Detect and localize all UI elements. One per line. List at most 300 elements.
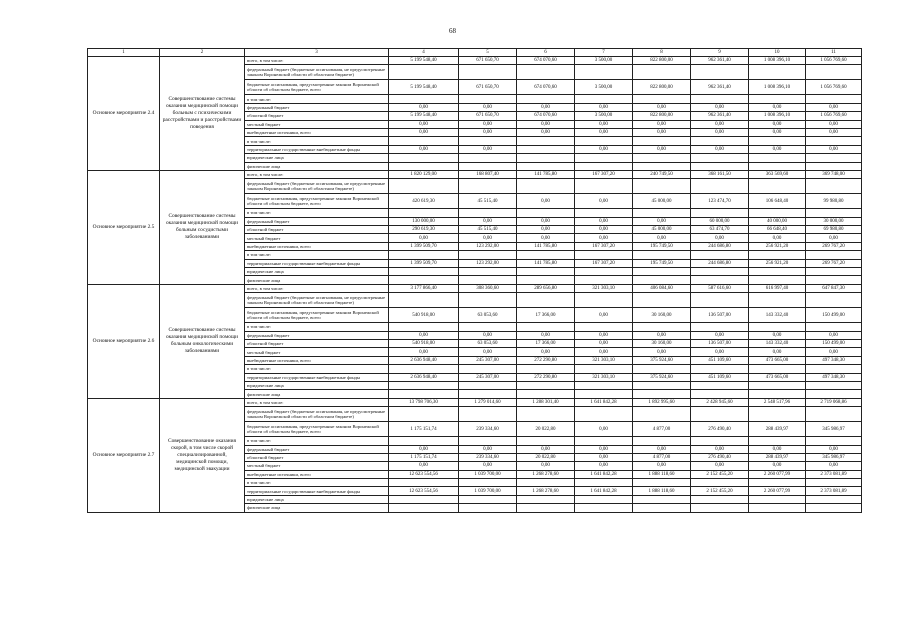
funding-source-label: внебюджетные источники, всего <box>245 242 389 250</box>
measure-description: Совершенствование системы оказания медицинской помощи больным сосудистыми заболеваниями <box>160 170 245 284</box>
amount-cell: 671 650,70 <box>459 112 517 120</box>
amount-cell <box>389 162 459 170</box>
amount-cell: 245 307,00 <box>459 373 517 381</box>
amount-cell <box>633 407 691 422</box>
funding-source-label: федеральный бюджет (бюджетные ассигнования, не предусмотренные законом Воронежской области об областном бюджете) <box>245 407 389 422</box>
amount-cell: 1 175 151,74 <box>389 422 459 437</box>
amount-cell <box>691 323 749 331</box>
amount-cell <box>749 323 806 331</box>
amount-cell: 66 648,40 <box>749 226 806 234</box>
amount-cell <box>517 209 575 217</box>
amount-cell: 63 053,60 <box>459 308 517 323</box>
amount-cell: 375 924,60 <box>633 373 691 381</box>
funding-source-label: областной бюджет <box>245 339 389 347</box>
amount-cell <box>575 437 633 445</box>
funding-source-label: федеральный бюджет <box>245 103 389 111</box>
amount-cell: 244 686,80 <box>691 242 749 250</box>
funding-source-label: в том числе: <box>245 365 389 373</box>
amount-cell <box>691 268 749 276</box>
amount-cell <box>633 390 691 398</box>
amount-cell: 1 056 769,60 <box>806 57 862 65</box>
amount-cell: 2 373 081,89 <box>806 470 862 478</box>
amount-cell: 0,00 <box>517 226 575 234</box>
amount-cell: 1 268 278,60 <box>517 470 575 478</box>
amount-cell: 0,00 <box>575 308 633 323</box>
amount-cell: 0,00 <box>806 234 862 242</box>
amount-cell: 0,00 <box>459 217 517 225</box>
amount-cell <box>633 251 691 259</box>
amount-cell: 0,00 <box>749 445 806 453</box>
amount-cell: 0,00 <box>459 445 517 453</box>
amount-cell: 473 665,00 <box>749 373 806 381</box>
amount-cell <box>459 65 517 80</box>
amount-cell: 1 892 995,60 <box>633 398 691 406</box>
amount-cell: 0,00 <box>633 462 691 470</box>
funding-source-label: всего, в том числе: <box>245 398 389 406</box>
amount-cell: 1 641 842,28 <box>575 487 633 495</box>
amount-cell: 1 288 301,40 <box>517 398 575 406</box>
amount-cell: 0,00 <box>749 234 806 242</box>
amount-cell <box>749 276 806 284</box>
amount-cell <box>517 381 575 389</box>
amount-cell <box>459 179 517 194</box>
amount-cell: 1 175 151,74 <box>389 453 459 461</box>
measure-description: Совершенствование оказания скорой, в том числе скорой специализированной, медицинской помощи, медицинской эвакуации <box>160 398 245 512</box>
amount-cell: 123 292,00 <box>459 259 517 267</box>
amount-cell <box>806 495 862 503</box>
amount-cell <box>691 65 749 80</box>
amount-cell: 0,00 <box>633 145 691 153</box>
amount-cell <box>575 479 633 487</box>
funding-source-label: областной бюджет <box>245 226 389 234</box>
amount-cell <box>806 268 862 276</box>
amount-cell: 0,00 <box>575 331 633 339</box>
amount-cell <box>749 179 806 194</box>
amount-cell <box>749 65 806 80</box>
column-header-row <box>88 49 862 57</box>
amount-cell: 1 268 278,60 <box>517 487 575 495</box>
amount-cell <box>691 209 749 217</box>
amount-cell <box>749 479 806 487</box>
amount-cell: 63 474,70 <box>691 226 749 234</box>
funding-source-label: в том числе: <box>245 323 389 331</box>
amount-cell: 0,00 <box>459 145 517 153</box>
amount-cell: 0,00 <box>517 348 575 356</box>
amount-cell <box>459 268 517 276</box>
amount-cell: 0,00 <box>691 120 749 128</box>
amount-cell <box>575 504 633 512</box>
measure-title: Основное мероприятие 2.5 <box>88 170 160 284</box>
amount-cell: 0,00 <box>691 331 749 339</box>
amount-cell <box>517 154 575 162</box>
amount-cell: 5 199 548,40 <box>389 80 459 95</box>
amount-cell: 0,00 <box>459 331 517 339</box>
amount-cell: 0,00 <box>575 120 633 128</box>
amount-cell <box>459 293 517 308</box>
amount-cell: 195 749,50 <box>633 242 691 250</box>
amount-cell: 0,00 <box>389 145 459 153</box>
column-header: 3 <box>245 49 389 57</box>
amount-cell: 451 109,60 <box>691 373 749 381</box>
amount-cell: 0,00 <box>389 445 459 453</box>
amount-cell: 0,00 <box>806 120 862 128</box>
amount-cell: 0,00 <box>806 128 862 136</box>
funding-source-label: бюджетные ассигнования, предусмотренные законом Воронежской области об областном бюджете, всего <box>245 308 389 323</box>
measure-title: Основное мероприятие 2.4 <box>88 57 160 171</box>
amount-cell: 2 636 948,40 <box>389 373 459 381</box>
funding-source-label: бюджетные ассигнования, предусмотренные законом Воронежской области об областном бюджете, всего <box>245 422 389 437</box>
amount-cell: 321 303,10 <box>575 284 633 292</box>
amount-cell: 962 361,40 <box>691 112 749 120</box>
table-row <box>88 170 862 178</box>
amount-cell: 0,00 <box>575 234 633 242</box>
amount-cell: 473 665,00 <box>749 356 806 364</box>
amount-cell: 1 056 769,60 <box>806 80 862 95</box>
amount-cell: 141 785,80 <box>517 242 575 250</box>
amount-cell: 0,00 <box>517 217 575 225</box>
funding-source-label: физические лица <box>245 504 389 512</box>
amount-cell: 0,00 <box>806 445 862 453</box>
amount-cell: 13 798 706,30 <box>389 398 459 406</box>
amount-cell <box>517 437 575 445</box>
amount-cell: 167 307,20 <box>575 242 633 250</box>
funding-source-label: федеральный бюджет <box>245 217 389 225</box>
amount-cell: 143 332,40 <box>749 308 806 323</box>
amount-cell: 0,00 <box>749 462 806 470</box>
amount-cell: 2 373 081,89 <box>806 487 862 495</box>
funding-source-label: всего, в том числе: <box>245 170 389 178</box>
amount-cell: 4 877,00 <box>633 453 691 461</box>
amount-cell: 1 399 509,70 <box>389 242 459 250</box>
amount-cell: 671 650,70 <box>459 57 517 65</box>
amount-cell <box>575 323 633 331</box>
amount-cell: 0,00 <box>691 103 749 111</box>
amount-cell: 0,00 <box>459 348 517 356</box>
amount-cell <box>389 65 459 80</box>
amount-cell: 2 260 077,99 <box>749 487 806 495</box>
amount-cell: 0,00 <box>389 103 459 111</box>
amount-cell: 674 070,60 <box>517 57 575 65</box>
amount-cell: 0,00 <box>575 453 633 461</box>
amount-cell: 30 160,00 <box>633 308 691 323</box>
amount-cell <box>389 209 459 217</box>
amount-cell <box>806 293 862 308</box>
amount-cell: 674 070,60 <box>517 80 575 95</box>
amount-cell <box>633 179 691 194</box>
amount-cell <box>633 95 691 103</box>
amount-cell <box>575 293 633 308</box>
amount-cell <box>389 479 459 487</box>
amount-cell <box>806 65 862 80</box>
amount-cell: 239 334,60 <box>459 453 517 461</box>
funding-source-label: всего, в том числе: <box>245 57 389 65</box>
amount-cell <box>749 154 806 162</box>
amount-cell <box>459 365 517 373</box>
amount-cell <box>517 276 575 284</box>
amount-cell <box>633 268 691 276</box>
amount-cell: 167 307,20 <box>575 170 633 178</box>
amount-cell: 143 332,40 <box>749 339 806 347</box>
amount-cell: 363 569,60 <box>749 170 806 178</box>
amount-cell <box>749 95 806 103</box>
amount-cell <box>575 251 633 259</box>
amount-cell: 822 800,00 <box>633 112 691 120</box>
amount-cell: 0,00 <box>806 331 862 339</box>
table-row <box>88 398 862 406</box>
amount-cell: 0,00 <box>749 331 806 339</box>
amount-cell <box>517 479 575 487</box>
funding-source-label: областной бюджет <box>245 112 389 120</box>
amount-cell <box>389 407 459 422</box>
amount-cell: 17 366,00 <box>517 308 575 323</box>
amount-cell: 0,00 <box>389 234 459 242</box>
amount-cell <box>517 137 575 145</box>
funding-source-label: в том числе: <box>245 137 389 145</box>
amount-cell <box>691 365 749 373</box>
amount-cell <box>806 95 862 103</box>
funding-source-label: территориальные государственные внебюджетные фонды <box>245 373 389 381</box>
amount-cell <box>691 276 749 284</box>
amount-cell <box>749 495 806 503</box>
amount-cell: 290 619,30 <box>389 226 459 234</box>
funding-source-label: местный бюджет <box>245 120 389 128</box>
funding-source-label: территориальные государственные внебюджетные фонды <box>245 145 389 153</box>
amount-cell: 0,00 <box>517 234 575 242</box>
amount-cell <box>575 162 633 170</box>
amount-cell <box>806 381 862 389</box>
amount-cell: 3 500,00 <box>575 57 633 65</box>
funding-source-label: бюджетные ассигнования, предусмотренные законом Воронежской области об областном бюджете, всего <box>245 80 389 95</box>
amount-cell: 308 360,60 <box>459 284 517 292</box>
amount-cell <box>459 209 517 217</box>
funding-source-label: местный бюджет <box>245 462 389 470</box>
amount-cell <box>749 504 806 512</box>
amount-cell: 3 177 866,40 <box>389 284 459 292</box>
amount-cell <box>389 154 459 162</box>
amount-cell: 136 507,00 <box>691 308 749 323</box>
amount-cell: 962 361,40 <box>691 57 749 65</box>
amount-cell: 0,00 <box>691 234 749 242</box>
amount-cell <box>459 137 517 145</box>
amount-cell <box>389 437 459 445</box>
amount-cell: 0,00 <box>633 128 691 136</box>
amount-cell: 0,00 <box>517 120 575 128</box>
amount-cell: 276 490,40 <box>691 422 749 437</box>
amount-cell: 0,00 <box>633 445 691 453</box>
amount-cell: 256 921,20 <box>749 259 806 267</box>
amount-cell <box>517 95 575 103</box>
amount-cell <box>749 268 806 276</box>
amount-cell: 30 160,00 <box>633 339 691 347</box>
amount-cell: 269 767,20 <box>806 259 862 267</box>
amount-cell: 288 439,97 <box>749 453 806 461</box>
funding-source-label: физические лица <box>245 276 389 284</box>
amount-cell <box>633 365 691 373</box>
amount-cell: 63 053,60 <box>459 339 517 347</box>
amount-cell: 240 749,50 <box>633 170 691 178</box>
funding-source-label: территориальные государственные внебюджетные фонды <box>245 259 389 267</box>
amount-cell: 1 641 842,28 <box>575 398 633 406</box>
amount-cell <box>691 137 749 145</box>
amount-cell: 0,00 <box>633 217 691 225</box>
amount-cell: 0,00 <box>749 145 806 153</box>
amount-cell: 0,00 <box>806 462 862 470</box>
amount-cell <box>633 437 691 445</box>
amount-cell <box>691 179 749 194</box>
page-number: 68 <box>449 27 456 35</box>
funding-source-label: юридические лица <box>245 381 389 389</box>
amount-cell <box>633 209 691 217</box>
amount-cell: 45 000,00 <box>633 226 691 234</box>
amount-cell: 0,00 <box>633 103 691 111</box>
amount-cell <box>749 251 806 259</box>
amount-cell: 60 000,00 <box>691 217 749 225</box>
amount-cell <box>575 95 633 103</box>
amount-cell: 0,00 <box>633 331 691 339</box>
amount-cell: 2 548 517,96 <box>749 398 806 406</box>
amount-cell: 2 152 455,20 <box>691 470 749 478</box>
amount-cell <box>517 65 575 80</box>
amount-cell: 540 918,00 <box>389 339 459 347</box>
column-header: 11 <box>806 49 862 57</box>
amount-cell: 239 334,60 <box>459 422 517 437</box>
amount-cell <box>517 268 575 276</box>
funding-source-label: федеральный бюджет (бюджетные ассигнования, не предусмотренные законом Воронежской области об областном бюджете) <box>245 179 389 194</box>
amount-cell <box>517 390 575 398</box>
amount-cell: 123 292,00 <box>459 242 517 250</box>
amount-cell: 0,00 <box>517 331 575 339</box>
amount-cell <box>459 381 517 389</box>
amount-cell <box>575 268 633 276</box>
amount-cell <box>575 137 633 145</box>
amount-cell <box>389 268 459 276</box>
funding-source-label: федеральный бюджет (бюджетные ассигнования, не предусмотренные законом Воронежской области об областном бюджете) <box>245 293 389 308</box>
amount-cell <box>633 323 691 331</box>
amount-cell <box>459 495 517 503</box>
amount-cell <box>806 137 862 145</box>
amount-cell: 1 820 129,00 <box>389 170 459 178</box>
amount-cell: 5 199 548,40 <box>389 112 459 120</box>
amount-cell <box>517 145 575 153</box>
table-body <box>88 49 862 513</box>
amount-cell: 17 366,00 <box>517 339 575 347</box>
amount-cell <box>517 179 575 194</box>
measure-title: Основное мероприятие 2.6 <box>88 284 160 398</box>
amount-cell <box>691 437 749 445</box>
amount-cell: 5 199 548,40 <box>389 57 459 65</box>
amount-cell: 269 767,20 <box>806 242 862 250</box>
amount-cell <box>749 209 806 217</box>
amount-cell <box>691 154 749 162</box>
amount-cell: 2 152 455,20 <box>691 487 749 495</box>
amount-cell: 3 500,00 <box>575 112 633 120</box>
column-header: 4 <box>389 49 459 57</box>
amount-cell: 540 918,00 <box>389 308 459 323</box>
amount-cell: 1 641 842,28 <box>575 470 633 478</box>
column-header: 7 <box>575 49 633 57</box>
amount-cell: 12 623 554,56 <box>389 470 459 478</box>
amount-cell: 69 980,80 <box>806 226 862 234</box>
amount-cell: 0,00 <box>806 145 862 153</box>
amount-cell <box>806 437 862 445</box>
amount-cell <box>517 323 575 331</box>
funding-source-label: юридические лица <box>245 268 389 276</box>
amount-cell: 497 348,30 <box>806 373 862 381</box>
amount-cell: 150 499,00 <box>806 308 862 323</box>
amount-cell: 276 490,40 <box>691 453 749 461</box>
amount-cell <box>749 162 806 170</box>
amount-cell <box>691 407 749 422</box>
funding-source-label: в том числе: <box>245 95 389 103</box>
amount-cell <box>575 495 633 503</box>
amount-cell <box>806 276 862 284</box>
amount-cell: 0,00 <box>459 234 517 242</box>
amount-cell: 0,00 <box>459 462 517 470</box>
amount-cell: 0,00 <box>749 120 806 128</box>
amount-cell <box>389 293 459 308</box>
amount-cell: 321 303,10 <box>575 356 633 364</box>
amount-cell: 0,00 <box>389 348 459 356</box>
amount-cell: 256 921,20 <box>749 242 806 250</box>
amount-cell <box>389 323 459 331</box>
amount-cell <box>749 390 806 398</box>
amount-cell: 647 847,30 <box>806 284 862 292</box>
amount-cell: 244 686,80 <box>691 259 749 267</box>
amount-cell: 0,00 <box>575 445 633 453</box>
amount-cell <box>633 154 691 162</box>
amount-cell <box>806 179 862 194</box>
amount-cell <box>806 323 862 331</box>
amount-cell: 321 303,10 <box>575 373 633 381</box>
amount-cell: 1 008 396,10 <box>749 112 806 120</box>
amount-cell <box>459 323 517 331</box>
column-header: 5 <box>459 49 517 57</box>
amount-cell <box>691 381 749 389</box>
amount-cell: 0,00 <box>389 462 459 470</box>
amount-cell <box>691 162 749 170</box>
amount-cell: 45 000,00 <box>633 194 691 209</box>
amount-cell: 671 650,70 <box>459 80 517 95</box>
amount-cell <box>575 381 633 389</box>
amount-cell <box>459 437 517 445</box>
funding-source-label: местный бюджет <box>245 348 389 356</box>
amount-cell: 4 877,00 <box>633 422 691 437</box>
amount-cell: 289 656,80 <box>517 284 575 292</box>
amount-cell: 0,00 <box>575 128 633 136</box>
amount-cell <box>749 137 806 145</box>
amount-cell <box>633 137 691 145</box>
funding-source-label: юридические лица <box>245 495 389 503</box>
amount-cell <box>691 95 749 103</box>
amount-cell: 451 109,60 <box>691 356 749 364</box>
amount-cell <box>459 95 517 103</box>
amount-cell <box>749 381 806 389</box>
amount-cell <box>389 504 459 512</box>
amount-cell: 1 008 396,10 <box>749 80 806 95</box>
amount-cell: 345 986,97 <box>806 422 862 437</box>
amount-cell <box>806 390 862 398</box>
amount-cell <box>575 365 633 373</box>
amount-cell: 272 290,80 <box>517 373 575 381</box>
amount-cell: 288 439,97 <box>749 422 806 437</box>
amount-cell <box>575 390 633 398</box>
amount-cell <box>691 479 749 487</box>
amount-cell <box>517 407 575 422</box>
amount-cell: 0,00 <box>749 128 806 136</box>
amount-cell: 106 648,40 <box>749 194 806 209</box>
amount-cell: 1 888 118,60 <box>633 470 691 478</box>
column-header: 8 <box>633 49 691 57</box>
